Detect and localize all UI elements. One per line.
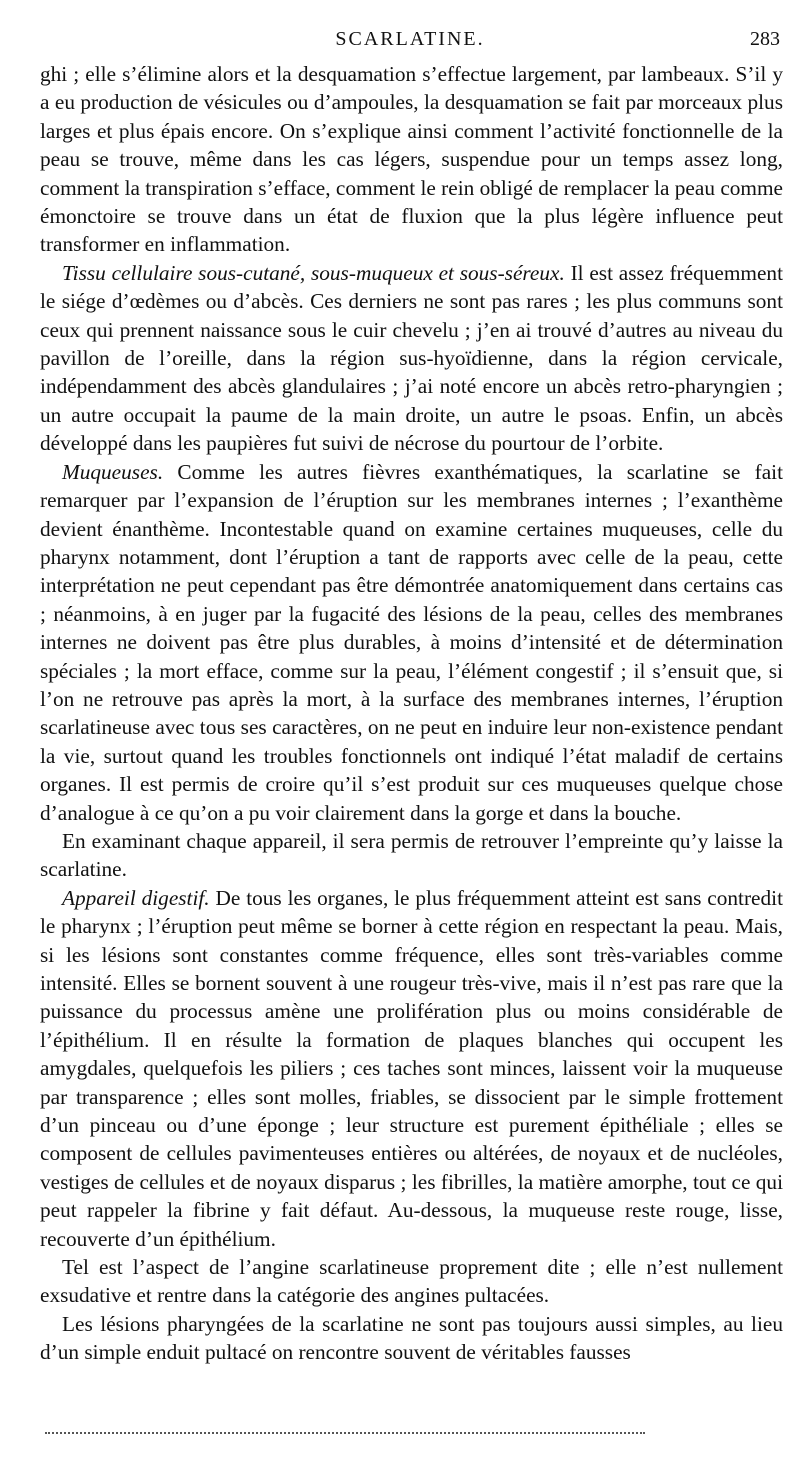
paragraph-appareil-digestif [40, 884, 783, 1253]
paragraph-tissu-cellulaire [40, 259, 783, 458]
paragraph-text: Comme les autres fièvres exanthématiques, la scarlatine se fait remarquer par l’expansion de l’éruption sur les membranes internes ; l’exanthème devient énanthème. Incontestable quand on examine certaines muqueuses, celle du pharynx notamment, dont l’éruption a tant de rapports avec celle de la peau, cette interprétation ne peut cependant pas être démontrée anatomiquement dans certains cas ; néanmoins, à en juger par la fugacité des lésions de la peau, celles des membranes internes ne doivent pas être plus durables, à moins d’intensité et de détermination spéciales ; la mort efface, comme sur la peau, l’élément congestif ; il s’ensuit que, si l’on ne retrouve pas après la mort, à la surface des membranes internes, l’éruption scarlatineuse avec tous ses caractères, on ne peut en induire leur non-existence pendant la vie, surtout quand les troubles fonctionnels ont indiqué l’état maladif de certains organes. Il est permis de croire qu’il s’est produit sur ces muqueuses quelque chose d’analogue à ce qu’on a pu voir clairement dans la gorge et dans la bouche. [40, 459, 783, 825]
running-head: SCARLATINE. [335, 28, 485, 50]
paragraph-desquamation [40, 60, 783, 259]
paragraph-examen [40, 827, 783, 884]
paragraph-muqueuses [40, 458, 783, 827]
page-number: 283 [750, 28, 780, 50]
paragraph-text: De tous les organes, le plus fréquemment atteint est sans contredit le pharynx ; l’éruption peut même se borner à cette région en respectant la peau. Mais, si les lésions sont constantes comme fréquence, elles sont très-variables comme intensité. Elles se bornent souvent à une rougeur très-vive, mais il n’est pas rare que la puissance du processus amène une prolifération plus ou moins considérable de l’épithélium. Il en résulte la formation de plaques blanches qui occupent les amygdales, quelquefois les piliers ; ces taches sont minces, laissent voir la muqueuse par transparence ; elles sont molles, friables, se dissocient par le simple frottement d’un pinceau ou d’une éponge ; leur structure est purement épithéliale ; elles se composent de cellules pavimenteuses entières ou altérées, de noyaux et de nucléoles, vestiges de cellules et de noyaux disparus ; les fibrilles, la matière amorphe, tout ce qui peut rappeler la fibrine y fait défaut. Au-dessous, la muqueuse reste rouge, lisse, recouverte d’un épithélium. [40, 885, 783, 1251]
paragraph-text: Les lésions pharyngées de la scarlatine ne sont pas toujours aussi simples, au lieu d’un simple enduit pultacé on rencontre souvent de véritables fausses [40, 1311, 783, 1365]
paragraph-lesions-pharyngees [40, 1310, 783, 1367]
section-lead: Appareil digestif. [62, 885, 210, 910]
body-text [40, 60, 783, 1367]
footer-rule [45, 1432, 645, 1434]
paragraph-text: ghi ; elle s’élimine alors et la desquamation s’effectue largement, par lambeaux. S’il y a eu production de vésicules ou d’ampoules, la desquamation se fait par morceaux plus larges et plus épais encore. On s’explique ainsi comment l’activité fonctionnelle de la peau se trouve, même dans les cas légers, suspendue pour un temps assez long, comment la transpiration s’efface, comment le rein obligé de remplacer la peau comme émonctoire se trouve dans un état de fluxion que la plus légère influence peut transformer en inflammation. [40, 62, 783, 257]
section-lead: Muqueuses. [62, 459, 164, 484]
section-lead: Tissu cellulaire sous-cutané, sous-muqueux et sous-séreux. [62, 260, 565, 285]
paragraph-text: Il est assez fréquemment le siége d’œdèmes ou d’abcès. Ces derniers ne sont pas rares ; les plus communs sont ceux qui prennent naissance sous le cuir chevelu ; j’en ai trouvé d’autres au niveau du pavillon de l’oreille, dans la région sus-hyoïdienne, dans la région cervicale, indépendamment des abcès glandulaires ; j’ai noté encore un abcès retro-pharyngien ; un autre occupait la paume de la main droite, un autre le psoas. Enfin, un abcès développé dans les paupières fut suivi de nécrose du pourtour de l’orbite. [40, 260, 784, 456]
paragraph-text: Tel est l’aspect de l’angine scarlatineuse proprement dite ; elle n’est nullement exsudative et rentre dans la catégorie des angines pultacées. [40, 1255, 783, 1308]
page-header [40, 28, 780, 58]
paragraph-angine [40, 1253, 783, 1310]
paragraph-text: En examinant chaque appareil, il sera permis de retrouver l’empreinte qu’y laisse la scarlatine. [40, 828, 783, 882]
